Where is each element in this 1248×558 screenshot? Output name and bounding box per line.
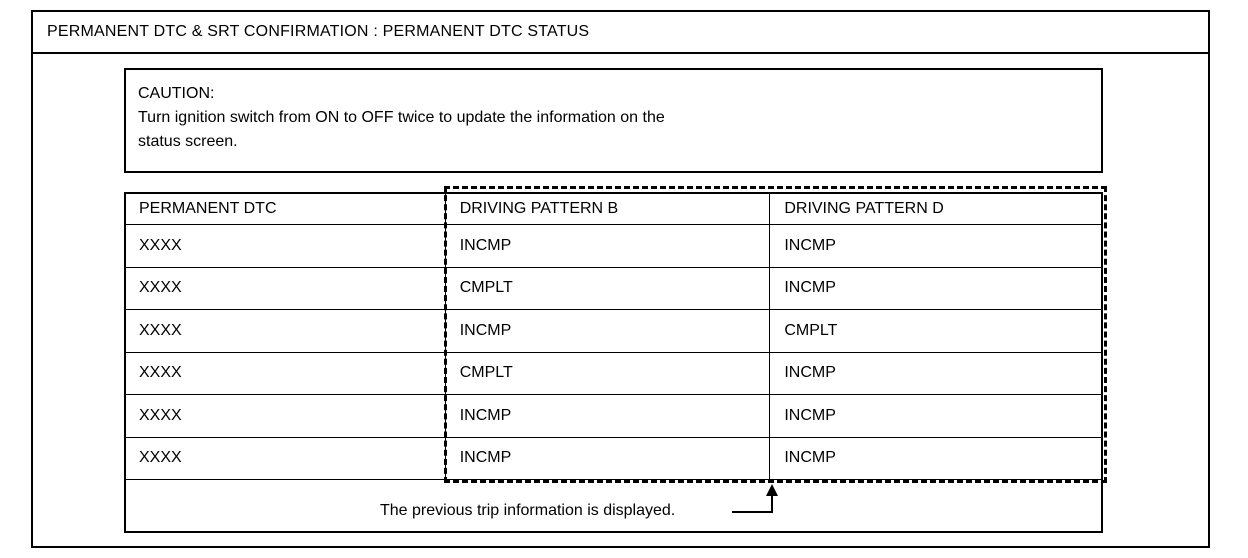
caution-text-line-2: status screen.: [138, 133, 238, 150]
pattern-b-cell: INCMP: [445, 225, 770, 268]
pattern-b-cell: INCMP: [445, 395, 770, 438]
dtc-cell: XXXX: [125, 267, 446, 310]
table-row: [125, 267, 1103, 310]
table-row: [125, 310, 1103, 353]
pattern-d-cell: CMPLT: [770, 310, 1103, 353]
table-row: [125, 225, 1103, 268]
column-header-driving-pattern-b: DRIVING PATTERN B: [445, 193, 770, 225]
table-header-row: [125, 193, 1103, 225]
table-row: [125, 437, 1103, 480]
dtc-cell: XXXX: [125, 225, 446, 268]
pattern-d-cell: INCMP: [770, 352, 1103, 395]
column-header-driving-pattern-d: DRIVING PATTERN D: [770, 193, 1103, 225]
pattern-d-cell: INCMP: [770, 225, 1103, 268]
panel-title: PERMANENT DTC & SRT CONFIRMATION : PERMANENT DTC STATUS: [33, 12, 1208, 54]
pattern-b-cell: INCMP: [445, 310, 770, 353]
permanent-dtc-table: [124, 192, 1103, 480]
dtc-cell: XXXX: [125, 310, 446, 353]
caution-label: CAUTION:: [138, 85, 215, 102]
previous-trip-note: The previous trip information is displayed.: [380, 502, 676, 519]
pattern-d-cell: INCMP: [770, 267, 1103, 310]
pattern-d-cell: INCMP: [770, 395, 1103, 438]
dtc-cell: XXXX: [125, 395, 446, 438]
dtc-cell: XXXX: [125, 352, 446, 395]
caution-box: [124, 68, 1103, 173]
pattern-b-cell: CMPLT: [445, 267, 770, 310]
pointer-arrow-icon: [728, 484, 788, 524]
table-row: [125, 395, 1103, 438]
column-header-permanent-dtc: PERMANENT DTC: [125, 193, 446, 225]
pattern-b-cell: INCMP: [445, 437, 770, 480]
pattern-d-cell: INCMP: [770, 437, 1103, 480]
dtc-cell: XXXX: [125, 437, 446, 480]
table-row: [125, 352, 1103, 395]
caution-text-line-1: Turn ignition switch from ON to OFF twice to update the information on the: [138, 109, 665, 126]
pattern-b-cell: CMPLT: [445, 352, 770, 395]
